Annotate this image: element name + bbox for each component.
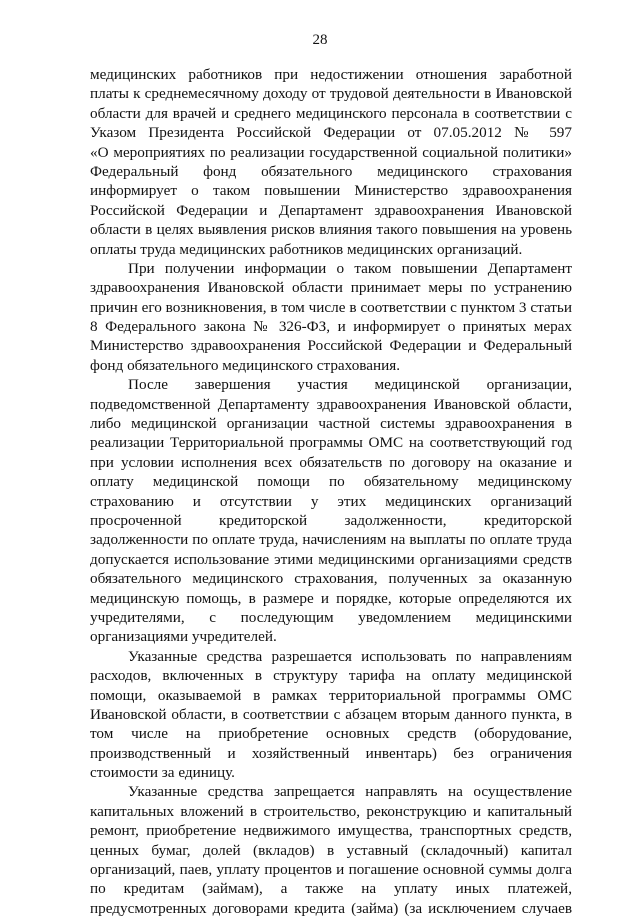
- text-line: ремонт, приобретение недвижимого имущества, транспортных средств,: [90, 822, 572, 840]
- text-line: медицинскую помощь, в размере и порядке, которые определяются их: [90, 589, 572, 607]
- text-line: Указанные средства запрещается направлять на осуществление: [128, 783, 572, 801]
- page-number: 28: [312, 32, 328, 48]
- text-line: Федеральный фонд обязательного медицинского страхования: [90, 162, 572, 180]
- text-line: стоимости за единицу.: [90, 764, 235, 782]
- text-line: 8 Федерального закона № 326-ФЗ, и информирует о принятых мерах: [90, 318, 572, 336]
- text-line: При получении информации о таком повышении Департамент: [128, 259, 572, 277]
- text-line: Министерство здравоохранения Российской Федерации и Федеральный: [90, 337, 572, 355]
- paragraph-1: [90, 65, 572, 259]
- text-line: обязательного медицинского страхования, полученных за оказанную: [90, 570, 572, 588]
- text-line: задолженности по оплате труда, начислениям на выплаты по оплате труда: [90, 531, 572, 549]
- text-line: области для врачей и среднего медицинского персонала в соответствии с: [90, 104, 572, 122]
- text-line: допускается использование этими медицинскими организациями средств: [90, 550, 572, 568]
- text-line: После завершения участия медицинской организации,: [128, 376, 572, 394]
- text-line: реализации Территориальной программы ОМС на соответствующий год: [90, 434, 572, 452]
- text-line: организациями учредителей.: [90, 628, 277, 646]
- text-line: организаций, паев, уплату процентов и погашение основной суммы долга: [90, 861, 572, 879]
- text-line: оплату медицинской помощи по обязательному медицинскому: [90, 473, 572, 491]
- paragraph-3: [90, 375, 572, 646]
- text-line: при условии исполнения всех обязательств по договору на оказание и: [90, 453, 572, 471]
- paragraph-5: [90, 782, 572, 918]
- text-line: расходов, включенных в структуру тарифа на оплату медицинской: [90, 667, 572, 685]
- text-line: предусмотренных договорами кредита (займа) (за исключением случаев: [90, 899, 572, 917]
- text-line: подведомственной Департаменту здравоохранения Ивановской области,: [90, 395, 572, 413]
- text-line: причин его возникновения, в том числе в соответствии с пунктом 3 статьи: [90, 298, 572, 316]
- text-line: фонд обязательного медицинского страхования.: [90, 356, 401, 374]
- text-line: Указом Президента Российской Федерации от 07.05.2012 № 597: [90, 124, 572, 142]
- text-line: учредителями, с последующим уведомлением медицинскими: [90, 608, 572, 626]
- text-line: «О мероприятиях по реализации государственной социальной политики»: [90, 143, 572, 161]
- text-line: ценных бумаг, долей (вкладов) в уставный (складочный) капитал: [90, 841, 572, 859]
- text-line: оплаты труда медицинских работников медицинских организаций.: [90, 240, 523, 258]
- text-line: Российской Федерации и Департамент здравоохранения Ивановской: [90, 201, 572, 219]
- text-line: просроченной кредиторской задолженности, кредиторской: [90, 511, 572, 529]
- text-line: медицинских работников при недостижении отношения заработной: [90, 66, 572, 83]
- text-line: области в целях выявления рисков влияния такого повышения на уровень: [90, 221, 572, 239]
- text-line: помощи, оказываемой в рамках территориальной программы ОМС: [90, 686, 572, 704]
- text-line: Указанные средства разрешается использовать по направлениям: [128, 647, 572, 665]
- text-line: капитальных вложений в строительство, реконструкцию и капитальный: [90, 802, 572, 820]
- text-line: по кредитам (займам), а также на уплату иных платежей,: [90, 880, 572, 898]
- text-line: информирует о таком повышении Министерство здравоохранения: [90, 182, 572, 200]
- text-line: страхованию и отсутствии у этих медицинских организаций: [90, 492, 572, 510]
- text-line: здравоохранения Ивановской области принимает меры по устранению: [90, 279, 572, 297]
- paragraph-4: [90, 647, 572, 783]
- text-line: том числе на приобретение основных средств (оборудование,: [90, 725, 572, 743]
- document-body: [90, 65, 572, 918]
- text-line: либо медицинской организации частной системы здравоохранения в: [90, 415, 572, 433]
- text-line: платы к среднемесячному доходу от трудовой деятельности в Ивановской: [90, 85, 572, 103]
- text-line: Ивановской области, в соответствии с абзацем вторым данного пункта, в: [90, 705, 572, 723]
- text-line: производственный и хозяйственный инвентарь) без ограничения: [90, 744, 572, 762]
- paragraph-2: [90, 259, 572, 375]
